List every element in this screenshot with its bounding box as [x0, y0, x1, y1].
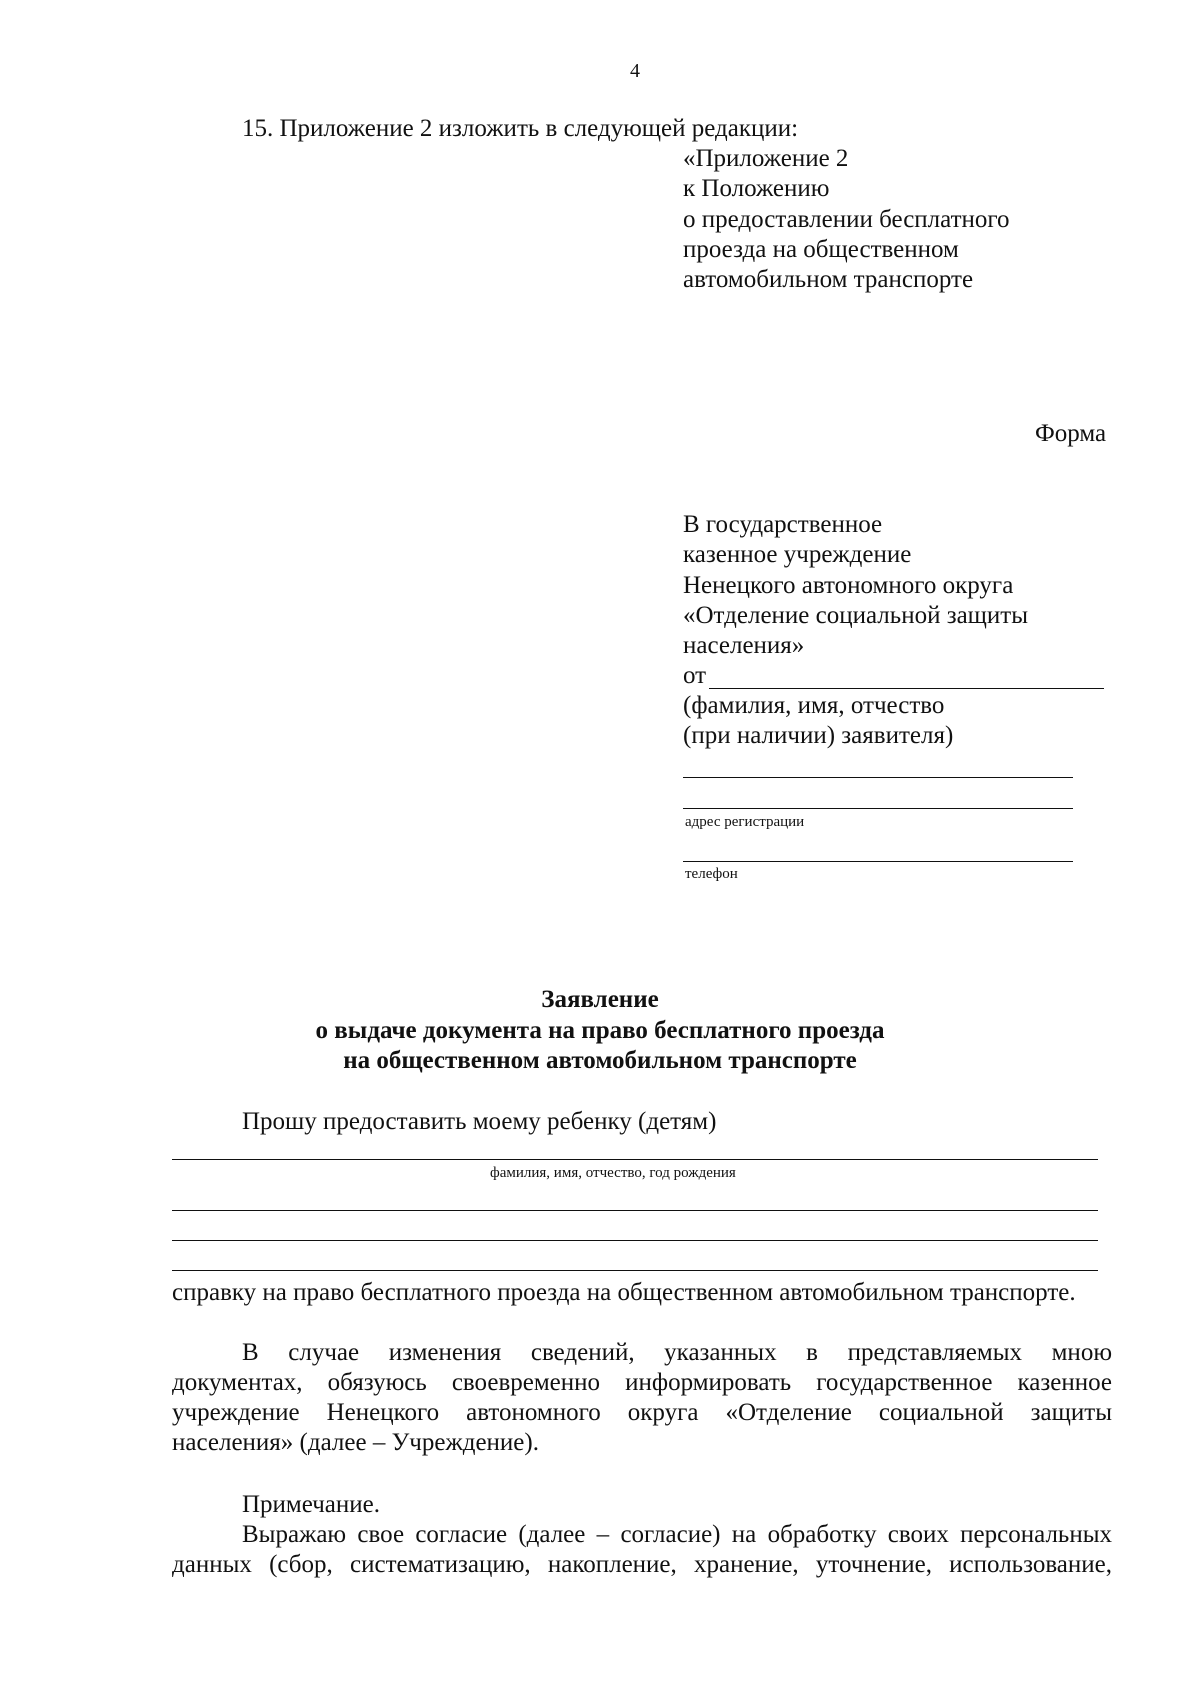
appendix-header-line: «Приложение 2	[683, 145, 849, 172]
from-label: от	[683, 662, 707, 689]
address-caption: адрес регистрации	[685, 814, 805, 830]
child-caption: фамилия, имя, отчество, год рождения	[490, 1165, 736, 1181]
applicant-extra-line[interactable]	[683, 777, 1073, 778]
appendix-header-line: проезда на общественном	[683, 236, 959, 263]
title-line: о выдаче документа на право бесплатного проезда	[315, 1017, 885, 1044]
applicant-caption: (при наличии) заявителя)	[683, 722, 954, 749]
addressee-line: В государственное	[683, 511, 883, 538]
phone-caption: телефон	[685, 866, 738, 882]
phone-line[interactable]	[683, 861, 1073, 862]
amendment-intro: 15. Приложение 2 изложить в следующей редакции:	[242, 115, 799, 142]
title-line: на общественном автомобильном транспорте	[343, 1047, 857, 1074]
note-label: Примечание.	[242, 1491, 381, 1518]
request-line: Прошу предоставить моему ребенку (детям)	[242, 1108, 717, 1135]
addressee-line: «Отделение социальной защиты	[683, 602, 1029, 629]
form-label: Форма	[1035, 420, 1107, 447]
obligation-line: документах, обязуюсь своевременно информировать государственное казенное	[172, 1369, 1112, 1396]
addressee-line: казенное учреждение	[683, 541, 912, 568]
appendix-header-line: к Положению	[683, 175, 830, 202]
appendix-header-line: о предоставлении бесплатного	[683, 206, 1010, 233]
applicant-caption: (фамилия, имя, отчество	[683, 692, 945, 719]
consent-line: данных (сбор, систематизацию, накопление, хранение, уточнение, использование,	[172, 1551, 1112, 1578]
page-number: 4	[630, 60, 640, 82]
obligation-line: учреждение Ненецкого автономного округа «Отделение социальной защиты	[172, 1399, 1112, 1426]
child-name-line[interactable]	[172, 1159, 1098, 1160]
request-end: справку на право бесплатного проезда на общественном автомобильном транспорте.	[172, 1279, 1076, 1306]
child-extra-line[interactable]	[172, 1270, 1098, 1271]
child-extra-line[interactable]	[172, 1240, 1098, 1241]
appendix-header-line: автомобильном транспорте	[683, 266, 974, 293]
title-line: Заявление	[541, 986, 659, 1013]
obligation-line: населения» (далее – Учреждение).	[172, 1429, 539, 1456]
applicant-name-line[interactable]	[709, 688, 1104, 689]
obligation-line: В случае изменения сведений, указанных в представляемых мною	[242, 1339, 1112, 1366]
addressee-line: населения»	[683, 632, 805, 659]
addressee-line: Ненецкого автономного округа	[683, 572, 1014, 599]
consent-line: Выражаю свое согласие (далее – согласие) на обработку своих персональных	[242, 1521, 1112, 1548]
address-line[interactable]	[683, 808, 1073, 809]
child-extra-line[interactable]	[172, 1210, 1098, 1211]
